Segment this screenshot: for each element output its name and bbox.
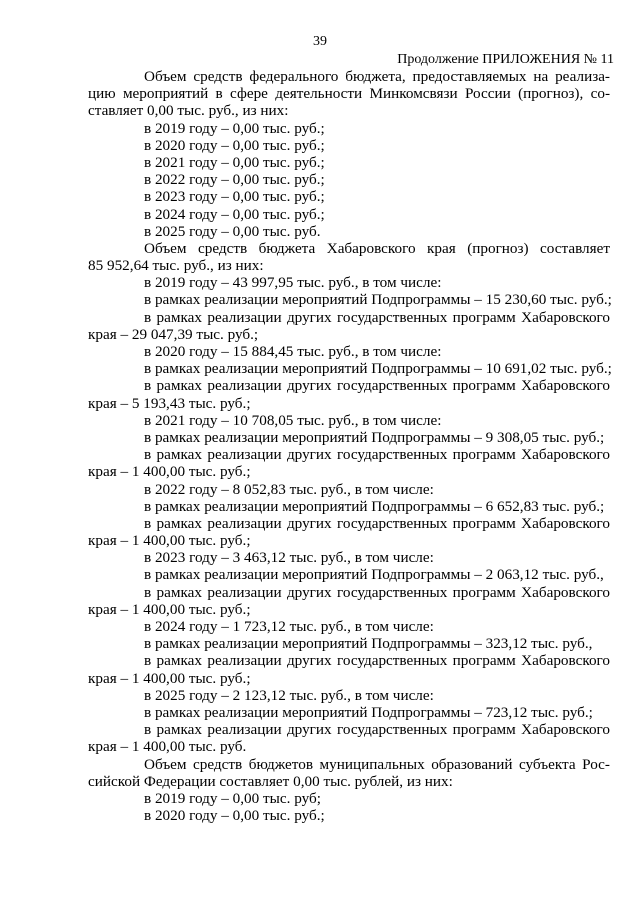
document-body xyxy=(88,68,610,824)
text-line: Объем средств федерального бюджета, предоставляемых на реализа- xyxy=(144,68,610,85)
text-line: Объем средств бюджетов муниципальных образований субъекта Рос- xyxy=(144,755,610,773)
text-line: в рамках реализации мероприятий Подпрограммы – 2 063,12 тыс. руб., xyxy=(144,566,604,584)
text-line: края – 1 400,00 тыс. руб.; xyxy=(88,463,251,481)
text-line: в рамках реализации других государственных программ Хабаровского xyxy=(144,652,610,670)
text-line: в 2024 году – 0,00 тыс. руб.; xyxy=(144,205,325,223)
text-line: в 2025 году – 0,00 тыс. руб. xyxy=(144,222,321,240)
text-line: сийской Федерации составляет 0,00 тыс. рублей, из них: xyxy=(88,772,453,790)
text-line: края – 1 400,00 тыс. руб.; xyxy=(88,532,251,550)
text-line: в рамках реализации других государственных программ Хабаровского xyxy=(144,583,610,601)
text-line: в рамках реализации мероприятий Подпрограммы – 6 652,83 тыс. руб.; xyxy=(144,497,605,515)
text-line: в рамках реализации других государственных программ Хабаровского xyxy=(144,446,610,464)
text-line: в 2019 году – 43 997,95 тыс. руб., в том числе: xyxy=(144,274,442,292)
text-line: в 2019 году – 0,00 тыс. руб; xyxy=(144,789,321,807)
text-line: в 2023 году – 0,00 тыс. руб.; xyxy=(144,188,325,206)
text-line: цию мероприятий в сфере деятельности Минкомсвязи России (прогноз), со- xyxy=(88,85,610,103)
text-line: в 2025 году – 2 123,12 тыс. руб., в том числе: xyxy=(144,686,434,704)
text-line: в 2023 году – 3 463,12 тыс. руб., в том числе: xyxy=(144,549,434,567)
text-line: в рамках реализации других государственных программ Хабаровского xyxy=(144,514,610,532)
text-line: в рамках реализации мероприятий Подпрограммы – 10 691,02 тыс. руб.; xyxy=(144,360,612,378)
text-line: Объем средств бюджета Хабаровского края (прогноз) составляет xyxy=(144,239,610,257)
text-line: ставляет 0,00 тыс. руб., из них: xyxy=(88,102,289,120)
text-line: в рамках реализации других государственных программ Хабаровского xyxy=(144,308,610,326)
text-line: края – 5 193,43 тыс. руб.; xyxy=(88,394,251,412)
text-line: в 2021 году – 10 708,05 тыс. руб., в том числе: xyxy=(144,411,442,429)
text-line: в 2021 году – 0,00 тыс. руб.; xyxy=(144,153,325,171)
text-line: края – 29 047,39 тыс. руб.; xyxy=(88,325,259,343)
text-line: в рамках реализации других государственных программ Хабаровского xyxy=(144,721,610,739)
text-line: в рамках реализации других государственных программ Хабаровского xyxy=(144,377,610,395)
text-line: в 2024 году – 1 723,12 тыс. руб., в том числе: xyxy=(144,618,434,635)
text-line: в 2020 году – 15 884,45 тыс. руб., в том числе: xyxy=(144,343,442,360)
text-line: в рамках реализации мероприятий Подпрограммы – 15 230,60 тыс. руб.; xyxy=(144,291,612,309)
text-line: в 2019 году – 0,00 тыс. руб.; xyxy=(144,119,325,137)
text-line: в рамках реализации мероприятий Подпрограммы – 9 308,05 тыс. руб.; xyxy=(144,428,605,446)
text-line: в 2022 году – 8 052,83 тыс. руб., в том числе: xyxy=(144,480,434,498)
text-line: в рамках реализации мероприятий Подпрограммы – 723,12 тыс. руб.; xyxy=(144,703,593,721)
text-line: края – 1 400,00 тыс. руб. xyxy=(88,738,247,756)
text-line: в 2020 году – 0,00 тыс. руб.; xyxy=(144,807,325,825)
text-line: 85 952,64 тыс. руб., из них: xyxy=(88,257,264,275)
text-line: в 2020 году – 0,00 тыс. руб.; xyxy=(144,136,325,154)
text-line: края – 1 400,00 тыс. руб.; xyxy=(88,600,251,618)
text-line: в 2022 году – 0,00 тыс. руб.; xyxy=(144,171,325,189)
page-number: 39 xyxy=(313,34,327,49)
appendix-header: Продолжение ПРИЛОЖЕНИЯ № 11 xyxy=(397,52,614,67)
text-line: в рамках реализации мероприятий Подпрограммы – 323,12 тыс. руб., xyxy=(144,635,593,653)
text-line: края – 1 400,00 тыс. руб.; xyxy=(88,669,251,687)
